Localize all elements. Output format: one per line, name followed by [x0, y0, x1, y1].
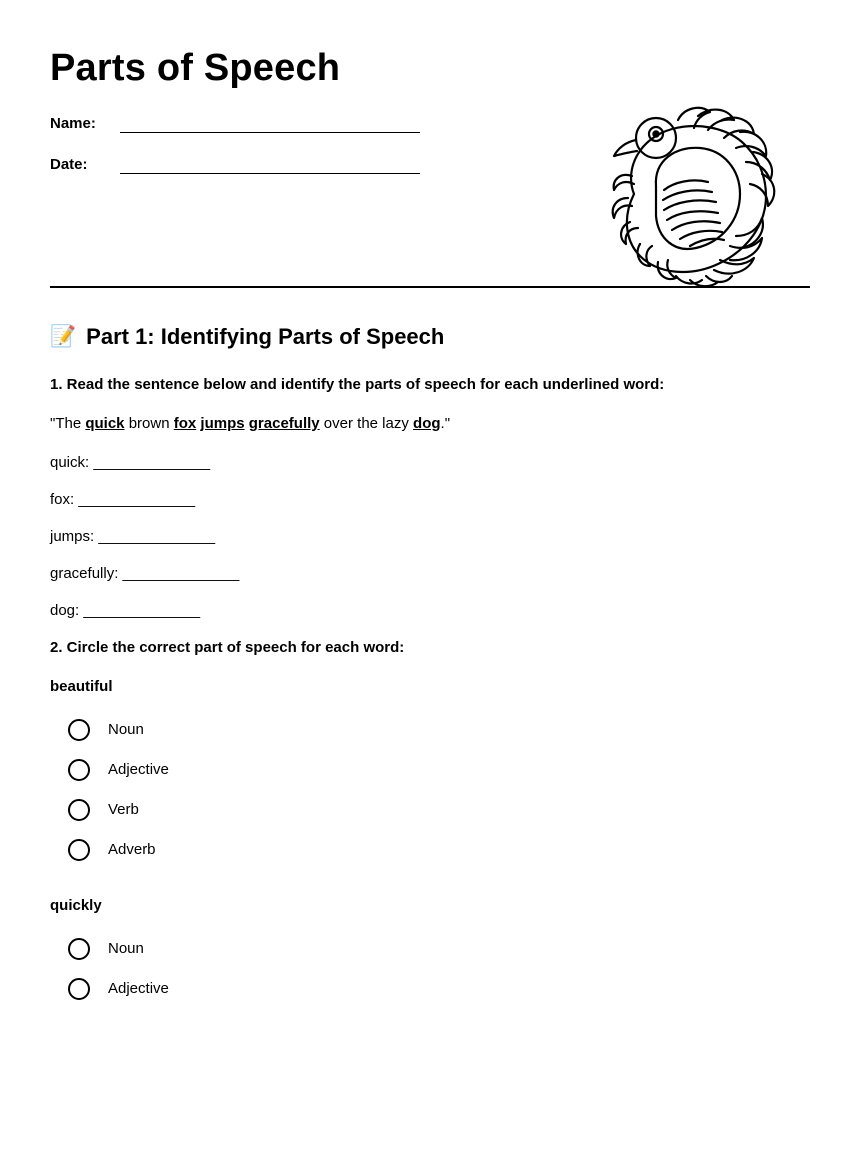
memo-icon: 📝 — [50, 325, 77, 349]
option-label: Noun — [108, 940, 144, 958]
answer-blank-fox[interactable]: fox: ______________ — [50, 490, 196, 508]
underlined-word-dog: dog — [413, 414, 441, 432]
option-beautiful-verb[interactable] — [58, 799, 810, 821]
question-2-prompt: 2. Circle the correct part of speech for each word: — [50, 638, 405, 656]
answer-blank-quick[interactable]: quick: ______________ — [50, 453, 211, 471]
underlined-word-gracefully: gracefully — [248, 414, 320, 432]
sentence-text-4: over the lazy — [319, 414, 414, 432]
option-quickly-adjective[interactable] — [58, 978, 810, 1000]
option-beautiful-adjective[interactable] — [58, 759, 810, 781]
option-label: Adjective — [108, 980, 169, 998]
option-label: Adverb — [108, 841, 156, 859]
answer-blank-gracefully[interactable]: gracefully: ______________ — [50, 564, 240, 582]
radio-circle-icon[interactable] — [68, 839, 90, 861]
name-input[interactable] — [120, 112, 420, 133]
answer-blank-dog[interactable]: dog: ______________ — [50, 601, 201, 619]
answer-blank-jumps[interactable]: jumps: ______________ — [50, 527, 216, 545]
word-beautiful-label: beautiful — [50, 677, 113, 695]
option-label: Noun — [108, 721, 144, 739]
underlined-word-jumps: jumps — [200, 414, 245, 432]
option-quickly-noun[interactable] — [58, 938, 810, 960]
sentence-open-quote: "The — [50, 414, 86, 432]
options-spacer — [50, 887, 810, 897]
word-beautiful-options — [50, 719, 810, 861]
worksheet-header — [50, 48, 810, 174]
decorative-bird-illustration — [590, 98, 810, 293]
option-beautiful-noun[interactable] — [58, 719, 810, 741]
radio-circle-icon[interactable] — [68, 799, 90, 821]
word-quickly-options — [50, 938, 810, 1000]
question-1-sentence — [50, 415, 810, 432]
date-input[interactable] — [120, 153, 420, 174]
question-1-prompt: 1. Read the sentence below and identify the parts of speech for each underlined word: — [50, 375, 665, 393]
option-beautiful-adverb[interactable] — [58, 839, 810, 861]
name-field-label: Name: — [50, 114, 96, 132]
word-quickly-label: quickly — [50, 896, 102, 914]
sentence-text-1: brown — [124, 414, 174, 432]
radio-circle-icon[interactable] — [68, 938, 90, 960]
page-title: Parts of Speech — [50, 47, 341, 89]
radio-circle-icon[interactable] — [68, 978, 90, 1000]
part1-heading — [50, 324, 810, 350]
date-field-label: Date: — [50, 155, 88, 173]
part1-heading-text: Part 1: Identifying Parts of Speech — [86, 323, 445, 349]
option-label: Verb — [108, 801, 139, 819]
underlined-word-quick: quick — [85, 414, 125, 432]
radio-circle-icon[interactable] — [68, 719, 90, 741]
option-label: Adjective — [108, 761, 169, 779]
radio-circle-icon[interactable] — [68, 759, 90, 781]
sentence-text-5: ." — [440, 414, 451, 432]
underlined-word-fox: fox — [173, 414, 197, 432]
